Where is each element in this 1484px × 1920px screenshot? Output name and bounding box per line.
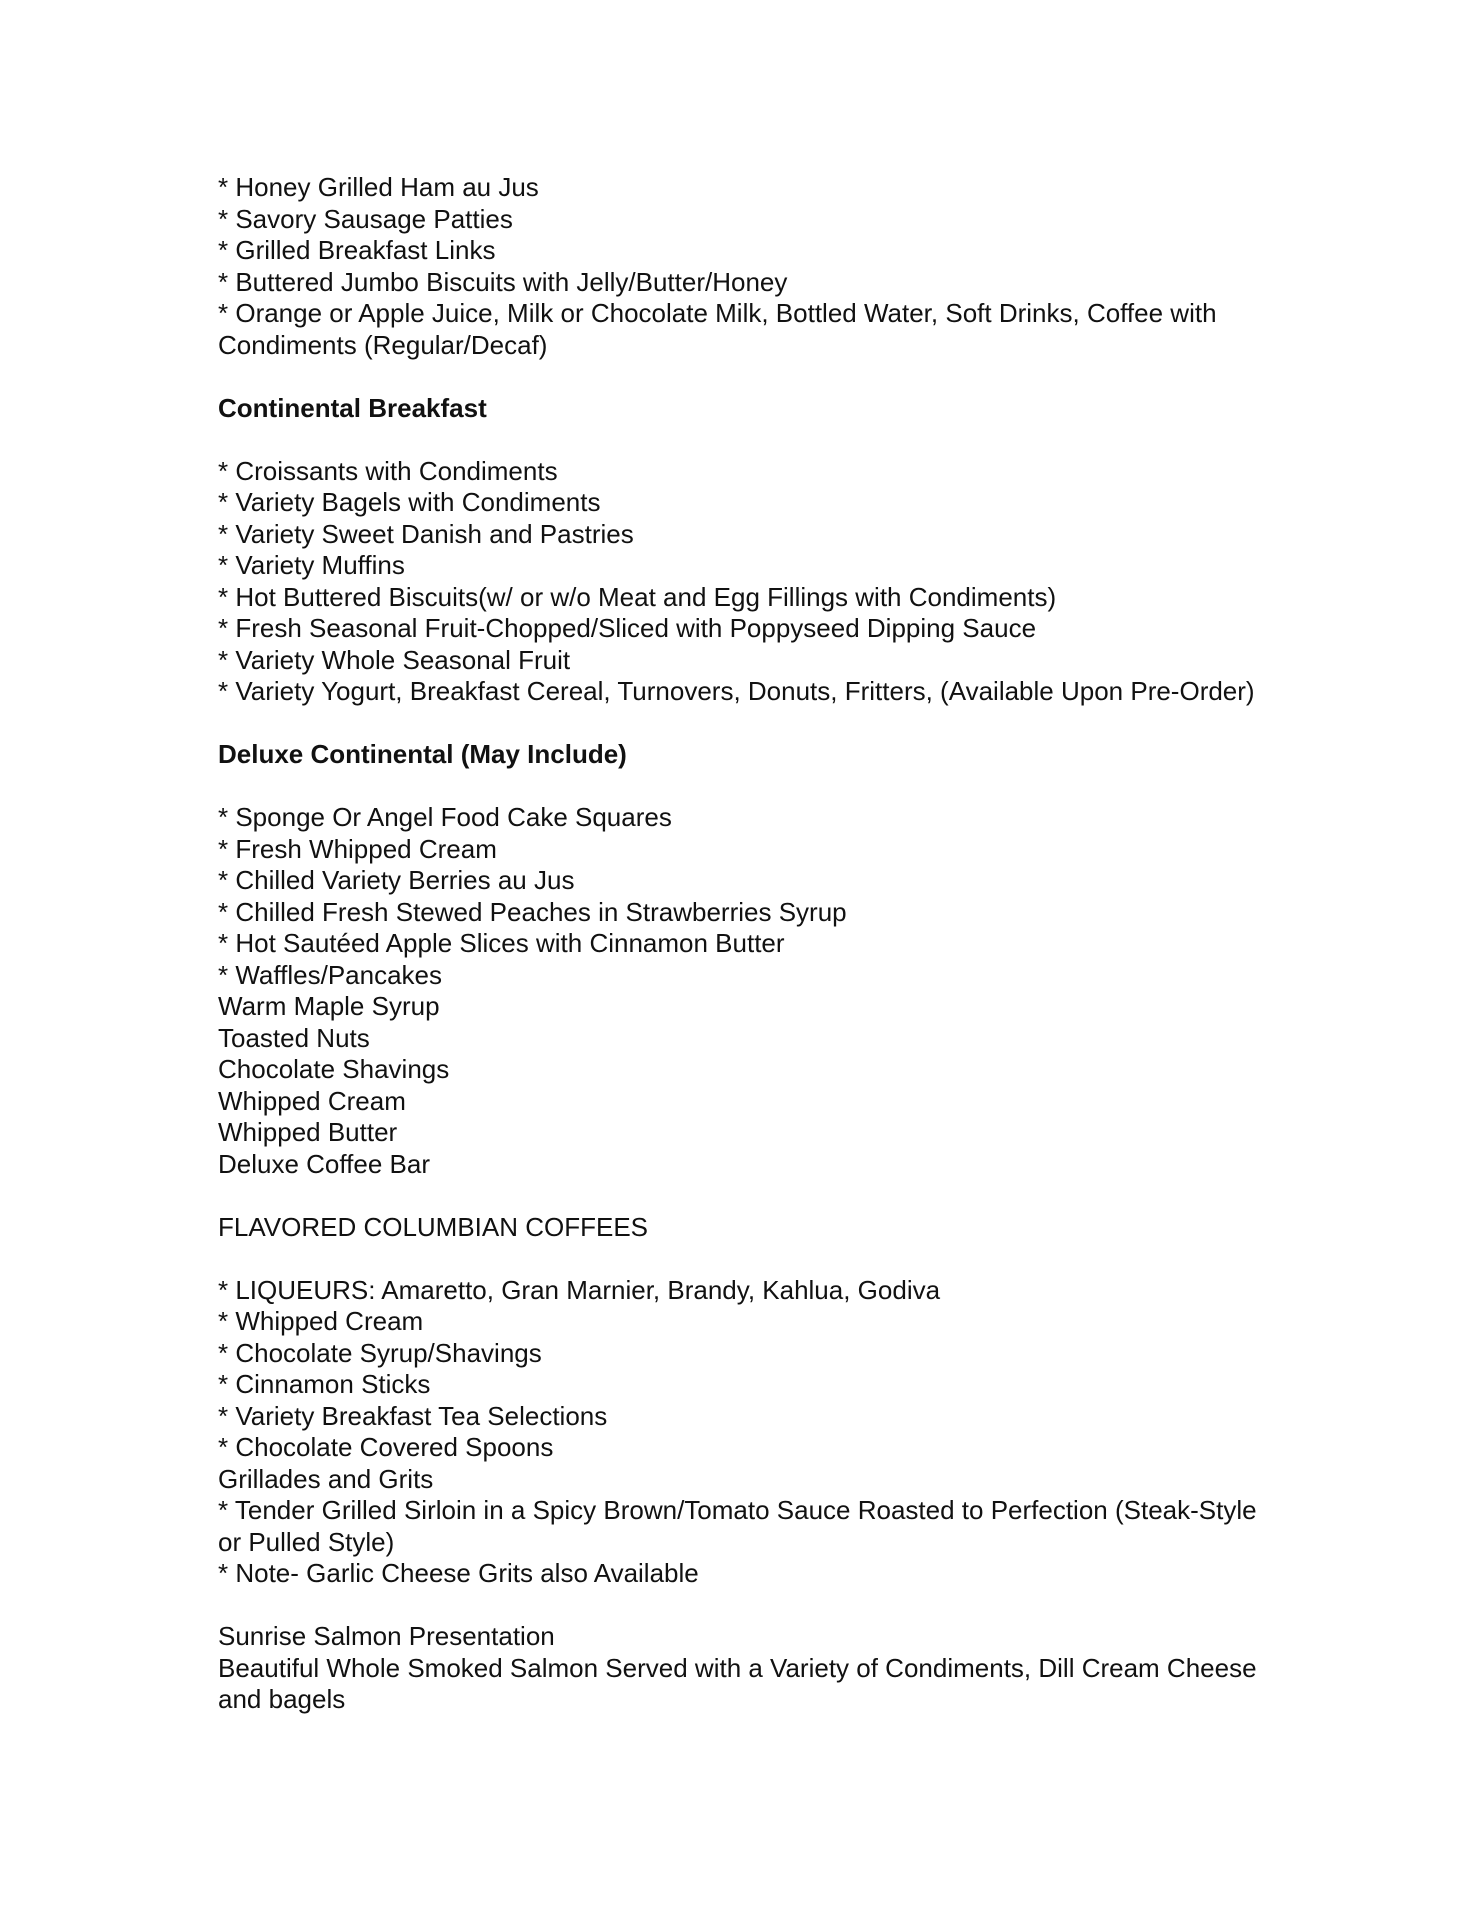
list-item: Whipped Cream	[218, 1085, 406, 1116]
spacer	[218, 1590, 1298, 1622]
list-item: * LIQUEURS: Amaretto, Gran Marnier, Brandy, Kahlua, Godiva	[218, 1274, 941, 1305]
spacer	[218, 424, 1298, 456]
salmon-heading: Sunrise Salmon Presentation	[218, 1621, 555, 1651]
list-item: * Chocolate Covered Spoons	[218, 1432, 554, 1462]
list-item: * Variety Muffins	[218, 550, 405, 580]
list-item: Warm Maple Syrup	[218, 991, 440, 1021]
spacer	[218, 1180, 1298, 1212]
continental-heading: Continental Breakfast	[218, 392, 487, 423]
list-item: * Honey Grilled Ham au Jus	[218, 172, 539, 202]
list-item: Toasted Nuts	[218, 1022, 370, 1053]
list-item: * Orange or Apple Juice, Milk or Chocolate Milk, Bottled Water, Soft Drinks, Coffee with	[218, 298, 1217, 328]
list-item: * Variety Breakfast Tea Selections	[218, 1400, 608, 1431]
continental-list	[218, 456, 1298, 708]
spacer	[218, 708, 1298, 740]
coffees-heading: FLAVORED COLUMBIAN COFFEES	[218, 1211, 649, 1242]
list-item: * Chilled Variety Berries au Jus	[218, 865, 575, 895]
deluxe-list	[218, 802, 1298, 1180]
salmon-description-line: Beautiful Whole Smoked Salmon Served with a Variety of Condiments, Dill Cream Cheese	[218, 1652, 1257, 1683]
list-item: * Chocolate Syrup/Shavings	[218, 1337, 542, 1368]
list-item: * Fresh Whipped Cream	[218, 833, 497, 864]
list-item: * Chilled Fresh Stewed Peaches in Strawberries Syrup	[218, 896, 847, 927]
list-item: * Whipped Cream	[218, 1306, 424, 1336]
list-item: * Croissants with Condiments	[218, 455, 558, 486]
coffees-list	[218, 1275, 1298, 1590]
list-item: Condiments (Regular/Decaf)	[218, 329, 548, 360]
spacer	[218, 361, 1298, 393]
list-item: Deluxe Coffee Bar	[218, 1148, 430, 1179]
list-item: * Grilled Breakfast Links	[218, 235, 496, 265]
menu-document	[218, 172, 1298, 1716]
list-item: * Note- Garlic Cheese Grits also Available	[218, 1558, 699, 1588]
list-item: * Sponge Or Angel Food Cake Squares	[218, 802, 672, 832]
list-item: Grillades and Grits	[218, 1463, 434, 1494]
list-item: * Hot Buttered Biscuits(w/ or w/o Meat and Egg Fillings with Condiments)	[218, 581, 1057, 612]
list-item: * Hot Sautéed Apple Slices with Cinnamon Butter	[218, 928, 785, 958]
deluxe-heading: Deluxe Continental (May Include)	[218, 739, 627, 769]
list-item: * Variety Yogurt, Breakfast Cereal, Turnovers, Donuts, Fritters, (Available Upon Pre-Order)	[218, 676, 1255, 706]
list-item: Chocolate Shavings	[218, 1054, 450, 1084]
salmon-description-line: and bagels	[218, 1684, 346, 1714]
list-item: * Cinnamon Sticks	[218, 1369, 431, 1399]
list-item: Whipped Butter	[218, 1117, 398, 1147]
list-item: * Fresh Seasonal Fruit-Chopped/Sliced with Poppyseed Dipping Sauce	[218, 613, 1037, 643]
list-item: * Variety Bagels with Condiments	[218, 487, 601, 517]
spacer	[218, 1243, 1298, 1275]
intro-list	[218, 172, 1298, 361]
list-item: or Pulled Style)	[218, 1526, 395, 1557]
list-item: * Tender Grilled Sirloin in a Spicy Brown/Tomato Sauce Roasted to Perfection (Steak-Style	[218, 1495, 1257, 1525]
list-item: * Waffles/Pancakes	[218, 959, 442, 990]
list-item: * Buttered Jumbo Biscuits with Jelly/Butter/Honey	[218, 266, 788, 297]
list-item: * Savory Sausage Patties	[218, 203, 513, 234]
list-item: * Variety Whole Seasonal Fruit	[218, 644, 571, 675]
spacer	[218, 771, 1298, 803]
list-item: * Variety Sweet Danish and Pastries	[218, 518, 634, 549]
